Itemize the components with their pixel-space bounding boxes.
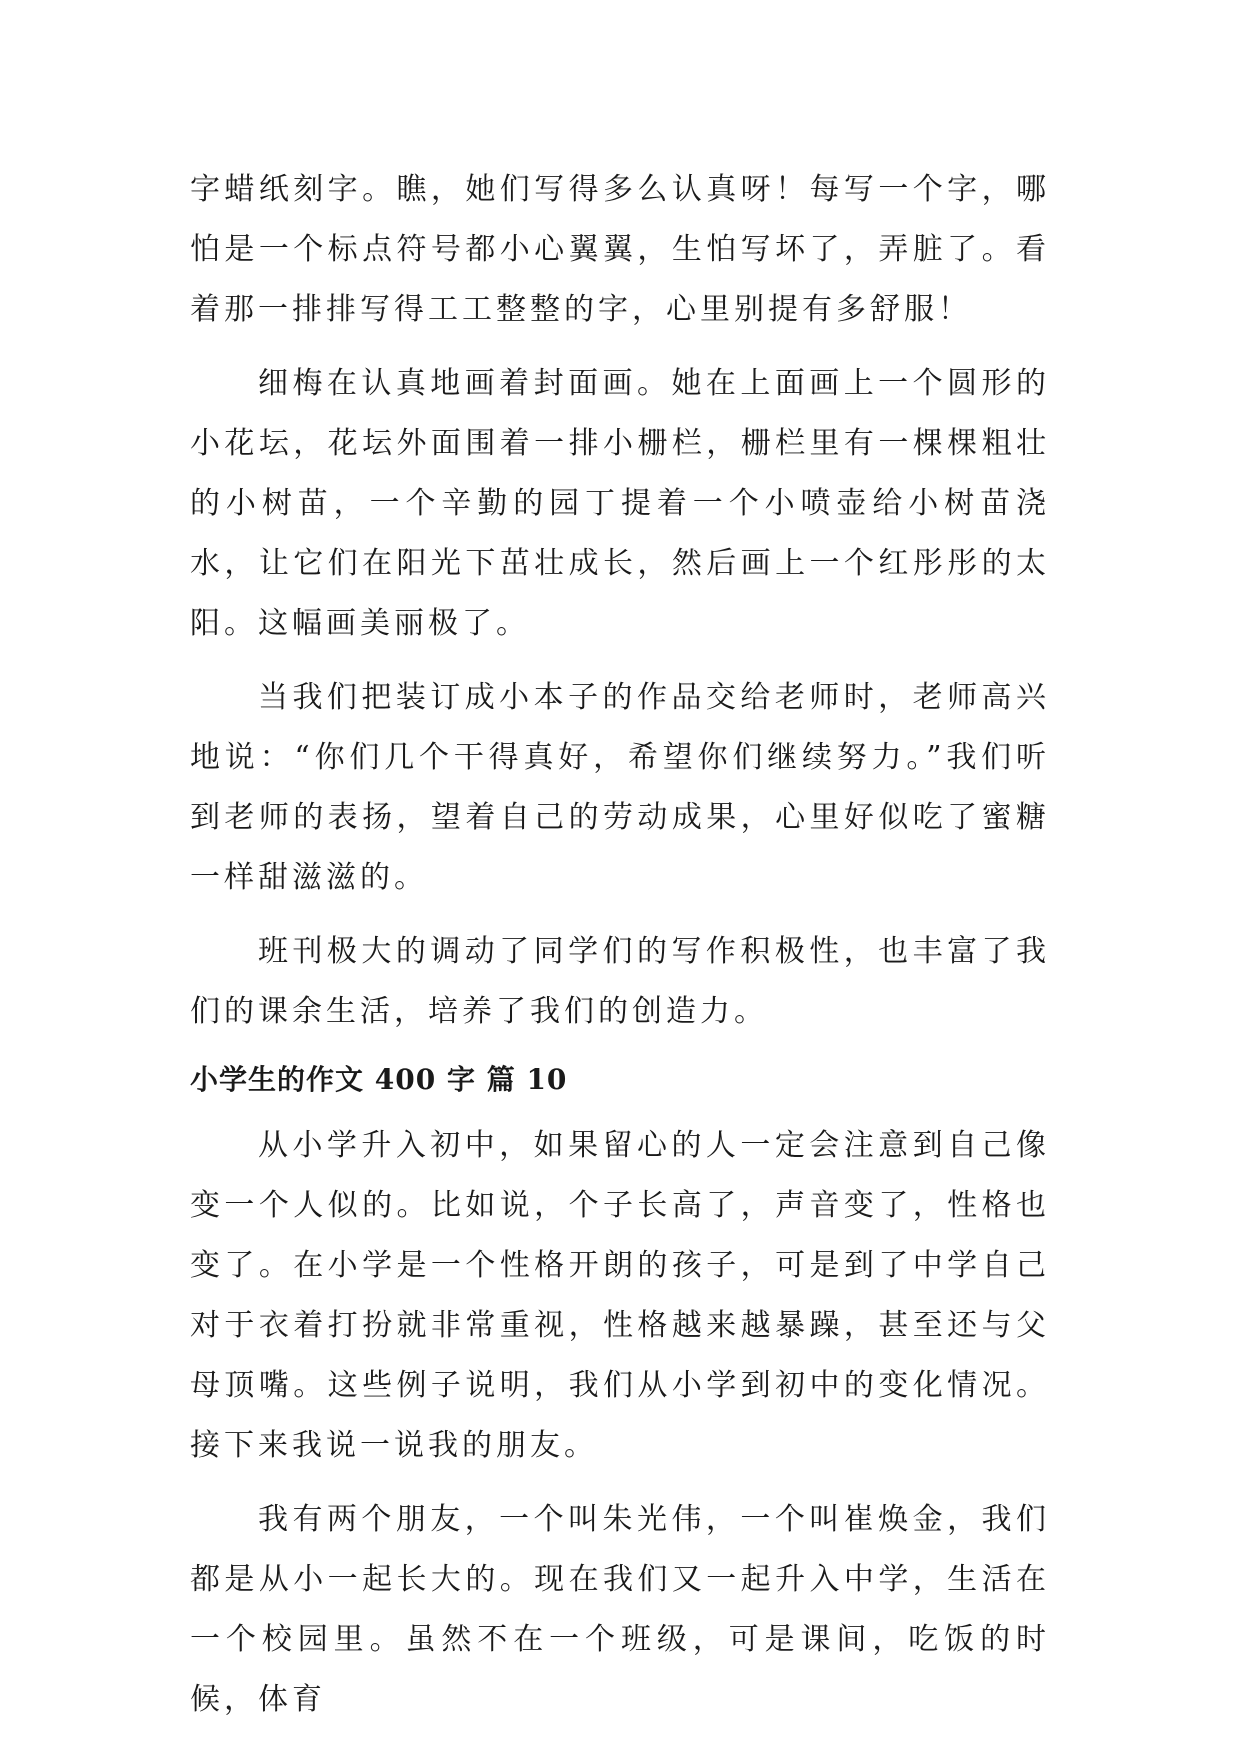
paragraph-6: 我有两个朋友，一个叫朱光伟，一个叫崔焕金，我们都是从小一起长大的。现在我们又一起升入中学，生活在一个校园里。虽然不在一个班级，可是课间，吃饭的时候，体育 [190,1502,1050,1717]
document-body [190,160,1050,1744]
paragraph-2: 细梅在认真地画着封面画。她在上面画上一个圆形的小花坛，花坛外面围着一排小栅栏，栅栏里有一棵棵粗壮的小树苗，一个辛勤的园丁提着一个小喷壶给小树苗浇水，让它们在阳光下茁壮成长，然后画上一个红彤彤的太阳。这幅画美丽极了。 [190,366,1050,641]
paragraph-5: 从小学升入初中，如果留心的人一定会注意到自己像变一个人似的。比如说，个子长高了，声音变了，性格也变了。在小学是一个性格开朗的孩子，可是到了中学自己对于衣着打扮就非常重视，性格越来越暴躁，甚至还与父母顶嘴。这些例子说明，我们从小学到初中的变化情况。接下来我说一说我的朋友。 [190,1128,1050,1463]
section-heading: 小学生的作文 400 字 篇 10 [190,1063,568,1096]
paragraph-1: 字蜡纸刻字。瞧，她们写得多么认真呀！每写一个字，哪怕是一个标点符号都小心翼翼，生怕写坏了，弄脏了。看着那一排排写得工工整整的字，心里别提有多舒服！ [190,172,1050,327]
paragraph-4: 班刊极大的调动了同学们的写作积极性，也丰富了我们的课余生活，培养了我们的创造力。 [190,934,1050,1029]
paragraph-3: 当我们把装订成小本子的作品交给老师时，老师高兴地说：“你们几个干得真好，希望你们继续努力。”我们听到老师的表扬，望着自己的劳动成果，心里好似吃了蜜糖一样甜滋滋的。 [190,680,1050,895]
